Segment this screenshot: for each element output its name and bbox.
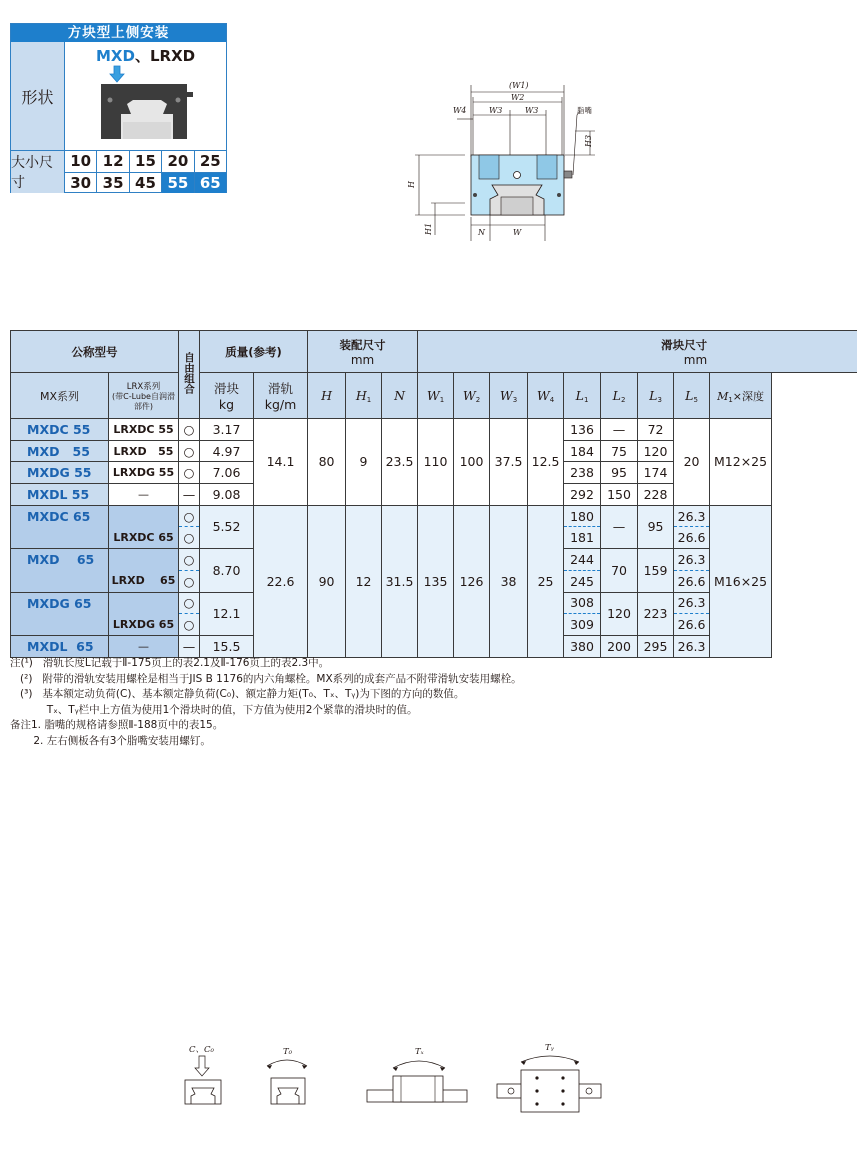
note-line: (²) 附带的滑轨安装用螺栓是相当于JIS B 1176的内六角螺栓。MX系列的成套产品不附带滑轨安装用螺栓。 — [10, 672, 522, 685]
lrx-model-cell: LRXDG 65 — [109, 614, 179, 636]
l2-cell: 95 — [601, 462, 638, 484]
mx-model-cell-empty — [11, 614, 109, 636]
l5-cell: 26.6 — [674, 570, 710, 592]
note-line: 备注1. 脂嘴的规格请参照Ⅱ-188页中的表15。 — [10, 719, 224, 731]
header-m1-sub: 1 — [728, 395, 733, 404]
mx-model-cell: MXDG 55 — [11, 462, 109, 484]
l1-cell: 245 — [564, 570, 601, 592]
note-line: (³) 基本额定动负荷(C)、基本额定静负荷(C₀)、额定静力矩(T₀、Tₓ、Tᵧ)为下图的方向的数值。 — [10, 688, 465, 700]
combo-cell: — — [179, 635, 200, 657]
l1-cell: 244 — [564, 549, 601, 571]
mx-model-cell: MXDC 55 — [11, 419, 109, 441]
header-w1-sub: 1 — [439, 395, 445, 404]
h-cell: 80 — [308, 419, 346, 506]
header-w4-sub: 4 — [549, 395, 555, 404]
moment-tx-icon — [367, 1061, 467, 1102]
header-l5 — [674, 373, 710, 419]
combo-cell: ○ — [179, 549, 200, 571]
header-l1-sym: L — [575, 387, 584, 403]
moment-ty-icon — [497, 1056, 601, 1112]
header-w1 — [418, 373, 454, 419]
moment-t0-label: T₀ — [283, 1047, 293, 1057]
mx-model-cell: MXDL 65 — [11, 635, 109, 657]
header-w3 — [490, 373, 528, 419]
w2-cell: 126 — [454, 505, 490, 657]
header-self-align — [179, 331, 200, 419]
dim-h1-label: H1 — [424, 222, 433, 235]
n-cell: 23.5 — [382, 419, 418, 506]
header-lrx-series — [109, 373, 179, 419]
lrx-model: LRXD — [149, 47, 196, 65]
load-c-label: C、C₀ — [189, 1045, 214, 1055]
rail-mass-cell: 22.6 — [254, 505, 308, 657]
header-l2 — [601, 373, 638, 419]
header-rail-mass — [254, 373, 308, 419]
header-w3-sub: 3 — [512, 395, 518, 404]
dim-n-label: N — [478, 228, 485, 237]
block-shape-icon — [97, 62, 197, 148]
l1-cell: 380 — [564, 635, 601, 657]
header-l3 — [638, 373, 674, 419]
l3-cell: 95 — [638, 505, 674, 548]
block-mass-cell: 8.70 — [200, 549, 254, 592]
header-w4-sym: W — [536, 387, 550, 403]
l5-cell: 26.3 — [674, 549, 710, 571]
l5-cell: 26.6 — [674, 614, 710, 636]
w1-cell: 135 — [418, 505, 454, 657]
block-mass-cell: 15.5 — [200, 635, 254, 657]
mx-model: MXD — [96, 47, 135, 65]
lrx-model-cell: — — [109, 635, 179, 657]
size-label: 大小尺寸 — [11, 150, 65, 193]
l1-cell: 308 — [564, 592, 601, 614]
size-cell: 12 — [96, 151, 128, 172]
size-cell: 10 — [64, 151, 96, 172]
combo-cell: ○ — [179, 505, 200, 527]
moment-ty-label: Tᵧ — [545, 1043, 554, 1053]
notes — [10, 656, 840, 749]
note-line: Tₓ、Tᵧ栏中上方值为使用1个滑块时的值，下方值为使用2个紧靠的滑块时的值。 — [10, 703, 418, 716]
size-cell-highlight: 55 — [161, 172, 193, 193]
moment-tx-label: Tₓ — [415, 1047, 424, 1057]
header-lrx-note: (带C-Lube自润滑部件) — [112, 391, 175, 411]
size-cell: 25 — [194, 151, 226, 172]
note-line: 2. 左右侧板各有3个脂嘴安装用螺钉。 — [10, 734, 211, 747]
mx-model-cell: MXDG 65 — [11, 592, 109, 614]
l3-cell: 228 — [638, 484, 674, 506]
header-block-mass — [200, 373, 254, 419]
dim-w-label: W — [513, 228, 522, 237]
l5-cell: 20 — [674, 419, 710, 506]
block-mass-cell: 5.52 — [200, 505, 254, 548]
lrx-model-cell — [109, 505, 179, 527]
mx-model-cell: MXD 55 — [11, 440, 109, 462]
n-cell: 31.5 — [382, 505, 418, 657]
size-cell: 30 — [64, 172, 96, 193]
l5-cell: 26.3 — [674, 505, 710, 527]
header-lrx-title: LRX系列 — [126, 381, 161, 392]
header-l3-sym: L — [649, 387, 658, 403]
l2-cell: 70 — [601, 549, 638, 592]
l2-cell: — — [601, 419, 638, 441]
size-cell: 35 — [96, 172, 128, 193]
header-block-unit: mm — [683, 352, 708, 367]
model-separator: 、 — [134, 47, 150, 65]
header-m1 — [710, 373, 772, 419]
header-block — [418, 331, 857, 373]
mx-model-cell: MXDL 55 — [11, 484, 109, 506]
header-h1-sub: 1 — [366, 395, 372, 404]
size-cell: 20 — [161, 151, 193, 172]
block-mass-cell: 3.17 — [200, 419, 254, 441]
header-mass: 质量(参考) — [200, 331, 308, 373]
load-c-icon — [185, 1056, 221, 1104]
header-w1-sym: W — [426, 387, 440, 403]
combo-cell: ○ — [179, 419, 200, 441]
header-block-mass-title: 滑块 — [213, 381, 239, 396]
lrx-model-cell-empty — [109, 549, 179, 571]
l2-cell: 150 — [601, 484, 638, 506]
h-cell: 90 — [308, 505, 346, 657]
combo-cell: — — [179, 484, 200, 506]
l1-cell: 309 — [564, 614, 601, 636]
size-cell: 45 — [129, 172, 161, 193]
w2-cell: 100 — [454, 419, 490, 506]
l3-cell: 223 — [638, 592, 674, 635]
h1-cell: 9 — [346, 419, 382, 506]
l2-cell: — — [601, 505, 638, 548]
spec-table — [10, 330, 857, 658]
header-assembly — [308, 331, 418, 373]
dim-w3a-label: W3 — [489, 106, 503, 115]
header-l5-sub: 5 — [693, 395, 698, 404]
h1-cell: 12 — [346, 505, 382, 657]
header-w2-sub: 2 — [475, 395, 481, 404]
block-mass-cell: 7.06 — [200, 462, 254, 484]
l3-cell: 174 — [638, 462, 674, 484]
l3-cell: 295 — [638, 635, 674, 657]
combo-cell: ○ — [179, 614, 200, 636]
l2-cell: 200 — [601, 635, 638, 657]
size-grid — [64, 150, 226, 193]
rail-mass-cell: 14.1 — [254, 419, 308, 506]
combo-cell: ○ — [179, 570, 200, 592]
lrx-model-cell: LRXDC 65 — [109, 527, 179, 549]
lrx-model-cell: LRXD 55 — [109, 440, 179, 462]
l5-cell: 26.3 — [674, 592, 710, 614]
header-n: N — [382, 373, 418, 419]
header-rail-mass-title: 滑轨 — [268, 381, 294, 396]
header-block-mass-unit: kg — [218, 397, 235, 412]
dim-w3b-label: W3 — [525, 106, 539, 115]
header-w4 — [528, 373, 564, 419]
dimension-drawing — [405, 75, 605, 250]
header-self-align-text: 自由组合 — [183, 352, 195, 394]
header-l1 — [564, 373, 601, 419]
w3-cell: 38 — [490, 505, 528, 657]
header-assembly-unit: mm — [350, 352, 375, 367]
l3-cell: 120 — [638, 440, 674, 462]
table-row — [11, 505, 857, 527]
dim-h-label: H — [407, 181, 416, 188]
header-assembly-title: 装配尺寸 — [339, 337, 386, 352]
dim-grease-label: 脂嘴 — [577, 106, 592, 115]
w1-cell: 110 — [418, 419, 454, 506]
header-m1-sym: M — [717, 389, 729, 403]
note-line: 注(¹) 滑轨长度L记载于Ⅱ-175页上的表2.1及Ⅱ-176页上的表2.3中。 — [10, 657, 330, 669]
header-l1-sub: 1 — [583, 395, 589, 404]
dim-h3-label: H3 — [584, 134, 593, 147]
l2-cell: 120 — [601, 592, 638, 635]
size-cell: 15 — [129, 151, 161, 172]
table-row — [11, 419, 857, 441]
dim-w1-label: (W1) — [509, 81, 529, 90]
header-l5-sym: L — [685, 387, 694, 403]
l3-cell: 72 — [638, 419, 674, 441]
header-l2-sym: L — [612, 387, 621, 403]
l1-cell: 292 — [564, 484, 601, 506]
header-mx-series: MX系列 — [11, 373, 109, 419]
l1-cell: 184 — [564, 440, 601, 462]
m1-cell: M16×25 — [710, 505, 772, 657]
header-block-title: 滑块尺寸 — [661, 337, 708, 352]
l3-cell: 159 — [638, 549, 674, 592]
dim-w2-label: W2 — [511, 93, 525, 102]
mx-model-cell-empty — [11, 527, 109, 549]
l2-cell: 75 — [601, 440, 638, 462]
panel-title: 方块型上侧安装 — [11, 24, 226, 42]
block-mass-cell: 4.97 — [200, 440, 254, 462]
l1-cell: 181 — [564, 527, 601, 549]
l1-cell: 238 — [564, 462, 601, 484]
lrx-model-cell: — — [109, 484, 179, 506]
mx-model-cell: MXDC 65 — [11, 505, 109, 527]
l1-cell: 180 — [564, 505, 601, 527]
header-w2 — [454, 373, 490, 419]
header-rail-mass-unit: kg/m — [264, 397, 297, 412]
header-m1-depth: ×深度 — [732, 389, 765, 403]
header-nominal: 公称型号 — [11, 331, 179, 373]
m1-cell: M12×25 — [710, 419, 772, 506]
block-mass-cell: 12.1 — [200, 592, 254, 635]
l1-cell: 136 — [564, 419, 601, 441]
combo-cell: ○ — [179, 440, 200, 462]
w3-cell: 37.5 — [490, 419, 528, 506]
block-mass-cell: 9.08 — [200, 484, 254, 506]
lrx-model-cell: LRXDC 55 — [109, 419, 179, 441]
moment-t0-icon — [267, 1060, 307, 1104]
header-l2-sub: 2 — [620, 395, 626, 404]
combo-cell: ○ — [179, 462, 200, 484]
l5-cell: 26.3 — [674, 635, 710, 657]
load-direction-diagrams — [175, 1040, 615, 1115]
mx-model-cell: MXD 65 — [11, 549, 109, 571]
header-w3-sym: W — [499, 387, 513, 403]
lrx-model-cell: LRXDG 55 — [109, 462, 179, 484]
lrx-model-cell-empty — [109, 592, 179, 614]
header-h: H — [308, 373, 346, 419]
combo-cell: ○ — [179, 527, 200, 549]
header-l3-sub: 3 — [657, 395, 662, 404]
l5-cell: 26.6 — [674, 527, 710, 549]
header-w2-sym: W — [462, 387, 476, 403]
header-h1-sym: H — [355, 387, 367, 403]
w4-cell: 25 — [528, 505, 564, 657]
lrx-model-cell: LRXD 65 — [109, 570, 179, 592]
combo-cell: ○ — [179, 592, 200, 614]
size-cell-highlight: 65 — [194, 172, 226, 193]
dim-w4-label: W4 — [453, 106, 467, 115]
header-h1 — [346, 373, 382, 419]
w4-cell: 12.5 — [528, 419, 564, 506]
mx-model-cell-empty — [11, 570, 109, 592]
shape-label: 形状 — [11, 42, 65, 150]
shape-size-panel — [10, 23, 227, 193]
